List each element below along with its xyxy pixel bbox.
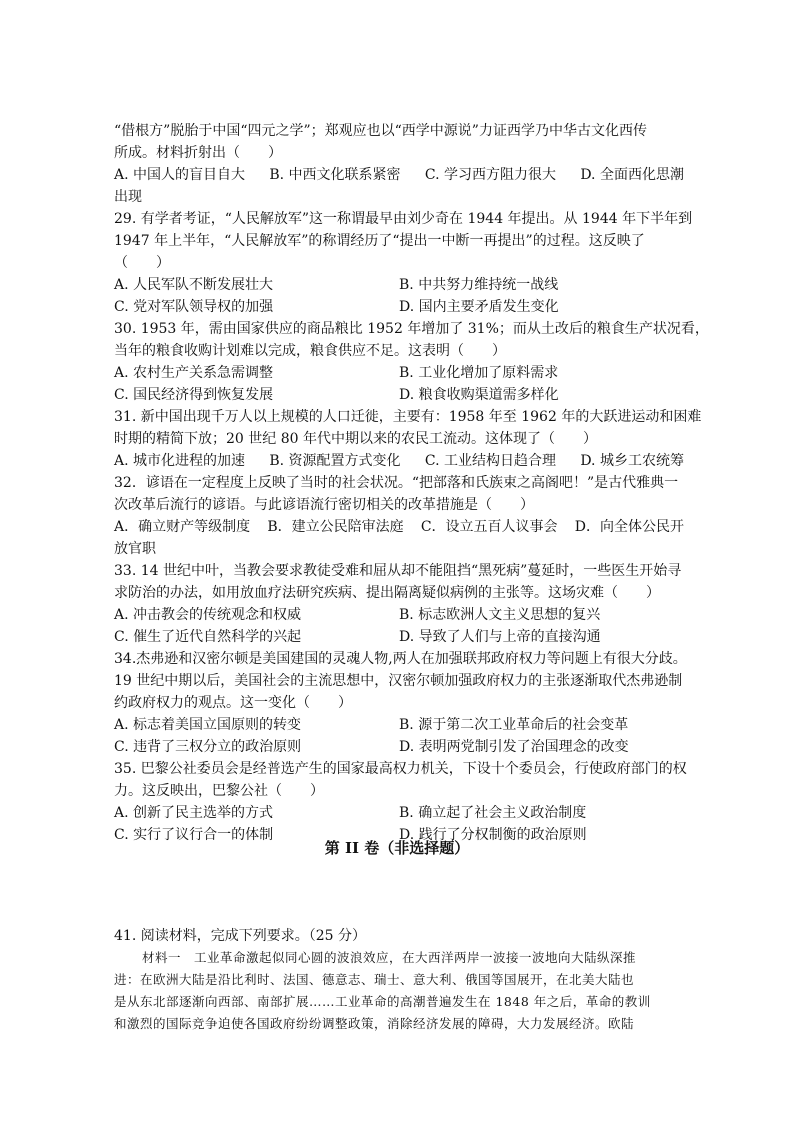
- q35-stem-line-2: 力。这反映出，巴黎公社（ ）: [114, 783, 324, 799]
- q29-option-c[interactable]: C. 党对军队领导权的加强: [114, 299, 274, 315]
- q35-option-c[interactable]: C. 实行了议行合一的体制: [114, 827, 274, 843]
- section-title: 第 II 卷（非选择题）: [324, 839, 470, 857]
- q30-stem-line-2: 当年的粮食收购计划难以完成，粮食供应不足。这表明（ ）: [114, 343, 506, 359]
- q35-option-b[interactable]: B. 确立起了社会主义政治制度: [399, 805, 587, 821]
- q28-stem-line-2: 所成。材料折射出（ ）: [114, 145, 282, 161]
- q33-options-row-1: [114, 605, 684, 625]
- q35-option-d[interactable]: D. 践行了分权制衡的政治原则: [399, 827, 587, 843]
- q32-option-d-wrap: 放官职: [114, 541, 156, 557]
- q31-options: [114, 451, 684, 471]
- q41-material-line-1: 材料一 工业革命激起似同心圆的波浪效应，在大西洋两岸一波接一波地向大陆纵深推: [142, 950, 637, 965]
- q34-options-row-2: [114, 737, 684, 757]
- q31-option-c[interactable]: C. 工业结构日趋合理: [424, 453, 556, 469]
- q41-material-line-2: 进：在欧洲大陆是沿比利时、法国、德意志、瑞士、意大利、俄国等国展开，在北美大陆也: [114, 972, 635, 987]
- q31-option-d[interactable]: D. 城乡工农统筹: [580, 453, 684, 469]
- q34-stem-line-3: 约政府权力的观点。这一变化（ ）: [114, 695, 352, 711]
- q31-stem-line-2: 时期的精简下放；20 世纪 80 年代中期以来的农民工流动。这体现了（ ）: [114, 431, 597, 447]
- q35-stem-line-1: 35. 巴黎公社委员会是经普选产生的国家最高权力机关，下设十个委员会，行使政府部门的权: [114, 761, 687, 777]
- q31-option-a[interactable]: A. 城市化进程的加速: [114, 453, 246, 469]
- q33-option-a[interactable]: A. 冲击教会的传统观念和权威: [114, 607, 302, 623]
- q30-options-row-1: [114, 363, 684, 383]
- q31-stem-line-1: 31. 新中国出现千万人以上规模的人口迁徙，主要有：1958 年至 1962 年的大跃进运动和困难: [114, 409, 702, 425]
- q29-option-b[interactable]: B. 中共努力维持统一战线: [399, 277, 559, 293]
- q30-stem-line-1: 30. 1953 年，需由国家供应的商品粮比 1952 年增加了 31%；而从土改后的粮食生产状况看，: [114, 321, 709, 337]
- q41-material-line-3: 是从东北部逐渐向西部、南部扩展……工业革命的高潮普遍发生在 1848 年之后，革命的教训: [114, 994, 651, 1009]
- q28-option-c[interactable]: C. 学习西方阻力很大: [424, 167, 556, 183]
- q33-stem-line-1: 33. 14 世纪中叶，当教会要求教徒受难和屈从却不能阻挡“黑死病”蔓延时，一些医生开始寻: [114, 563, 682, 579]
- q29-options-row-2: [114, 297, 684, 317]
- q28-option-a[interactable]: A. 中国人的盲目自大: [114, 167, 246, 183]
- q34-stem-line-2: 19 世纪中期以后，美国社会的主流思想中，汉密尔顿加强政府权力的主张逐渐取代杰弗逊制: [114, 673, 683, 689]
- q33-option-c[interactable]: C. 催生了近代自然科学的兴起: [114, 629, 302, 645]
- q30-option-c[interactable]: C. 国民经济得到恢复发展: [114, 387, 274, 403]
- q29-stem-line-3: （ ）: [114, 255, 170, 271]
- q34-option-c[interactable]: C. 违背了三权分立的政治原则: [114, 739, 302, 755]
- q35-options-row-1: [114, 803, 684, 823]
- q34-options-row-1: [114, 715, 684, 735]
- q35-option-a[interactable]: A. 创新了民主选举的方式: [114, 805, 274, 821]
- q28-options: [114, 165, 684, 185]
- q31-option-b[interactable]: B. 资源配置方式变化: [269, 453, 401, 469]
- q32-option-d[interactable]: D．向全体公民开: [574, 519, 684, 535]
- q30-option-b[interactable]: B. 工业化增加了原料需求: [399, 365, 559, 381]
- q30-option-a[interactable]: A. 农村生产关系急需调整: [114, 365, 274, 381]
- q29-option-a[interactable]: A. 人民军队不断发展壮大: [114, 277, 274, 293]
- q33-option-d[interactable]: D. 导致了人们与上帝的直接沟通: [399, 629, 601, 645]
- q34-option-d[interactable]: D. 表明两党制引发了治国理念的改变: [399, 739, 629, 755]
- q32-option-b[interactable]: B．建立公民陪审法庭: [267, 519, 404, 535]
- q30-options-row-2: [114, 385, 684, 405]
- q29-stem-line-2: 1947 年上半年，“人民解放军”的称谓经历了“提出一中断一再提出”的过程。这反映了: [114, 233, 645, 249]
- q28-stem-line-1: “借根方”脱胎于中国“四元之学”；郑观应也以“西学中源说”力证西学乃中华古文化西传: [114, 123, 647, 139]
- q34-option-a[interactable]: A. 标志着美国立国原则的转变: [114, 717, 302, 733]
- q32-options: [114, 517, 684, 537]
- q32-option-a[interactable]: A．确立财产等级制度: [114, 519, 251, 535]
- q28-option-d-wrap: 出现: [114, 189, 142, 205]
- q32-stem-line-1: 32．谚语在一定程度上反映了当时的社会状况。“把部落和氏族束之高阁吧！”是古代雅典一: [114, 475, 679, 491]
- q32-option-c[interactable]: C．设立五百人议事会: [420, 519, 558, 535]
- q33-options-row-2: [114, 627, 684, 647]
- q34-option-b[interactable]: B. 源于第二次工业革命后的社会变革: [399, 717, 629, 733]
- q33-stem-line-2: 求防治的办法，如用放血疗法研究疾病、提出隔离疑似病例的主张等。这场灾难（ ）: [114, 585, 660, 601]
- q41-heading: 41. 阅读材料，完成下列要求。（25 分）: [114, 928, 366, 944]
- q41-material-line-4: 和激烈的国际竞争迫使各国政府纷纷调整政策，消除经济发展的障碍，大力发展经济。欧陆: [114, 1016, 635, 1031]
- q28-option-d[interactable]: D. 全面西化思潮: [580, 167, 684, 183]
- q29-stem-line-1: 29. 有学者考证，“人民解放军”这一称谓最早由刘少奇在 1944 年提出。从 1944 年下半年到: [114, 211, 693, 227]
- q29-option-d[interactable]: D. 国内主要矛盾发生变化: [399, 299, 559, 315]
- q32-stem-line-2: 次改革后流行的谚语。与此谚语流行密切相关的改革措施是（ ）: [114, 497, 534, 513]
- q29-options-row-1: [114, 275, 684, 295]
- q34-stem-line-1: 34.杰弗逊和汉密尔顿是美国建国的灵魂人物,两人在加强联邦政府权力等问题上有很大分歧。: [114, 651, 687, 667]
- q33-option-b[interactable]: B. 标志欧洲人文主义思想的复兴: [399, 607, 601, 623]
- q30-option-d[interactable]: D. 粮食收购渠道需多样化: [399, 387, 559, 403]
- q28-option-b[interactable]: B. 中西文化联系紧密: [269, 167, 401, 183]
